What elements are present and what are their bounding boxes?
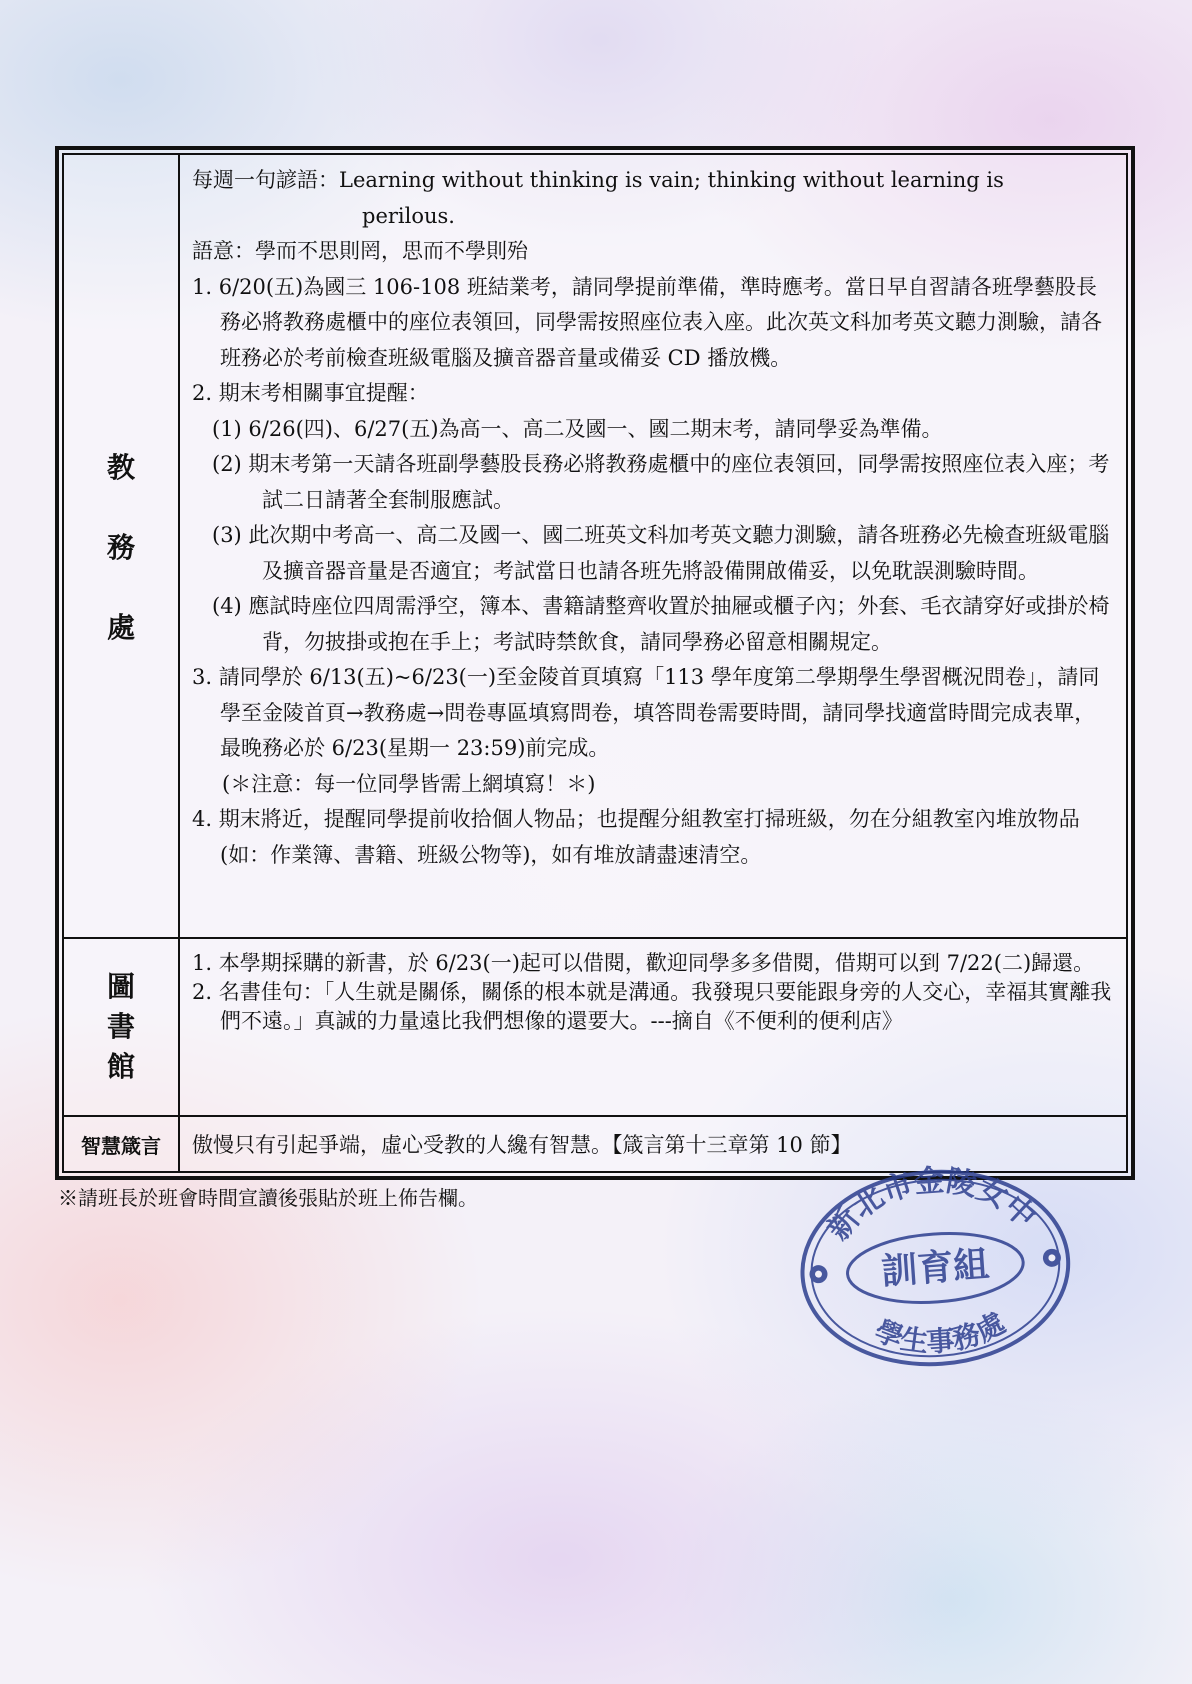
label-char: 圖 [106,970,135,1003]
footer-note: ※請班長於班會時間宣讀後張貼於班上佈告欄。 [58,1186,478,1210]
academic-item-2: 2. 期末考相關事宜提醒： [192,381,429,405]
label-char: 務 [106,531,135,564]
label-char: 館 [106,1050,135,1083]
academic-content [180,155,1126,939]
proverb-content: 傲慢只有引起爭端，虛心受教的人纔有智慧。【箴言第十三章第 10 節】 [192,1133,852,1157]
library-item-1: 1. 本學期採購的新書，於 6/23(一)起可以借閱，歡迎同學多多借閱，借期可以到 7/22(二)歸還。 [192,951,1095,975]
weekly-motto: 每週一句諺語：Learning without thinking is vain; thinking without learning is [192,168,1004,192]
stamp-center-text: 訓育組 [880,1243,991,1293]
academic-item-1: 1. 6/20(五)為國三 106-108 班結業考，請同學提前準備，準時應考。當日早自習請各班學藝股長務必將教務處櫃中的座位表領回，同學需按照座位表入座。此次英文科加考英文聽力測驗，請各班務必於考前檢查班級電腦及擴音器音量或備妥 CD 播放機。 [192,274,1102,370]
weekly-motto-cont: perilous. [362,203,455,228]
academic-label-cell [64,155,180,939]
academic-sub-3: (3) 此次期中考高一、高二及國一、國二班英文科加考英文聽力測驗，請各班務必先檢查班級電腦及擴音器音量是否適宜；考試當日也請各班先將設備開啟備妥，以免耽誤測驗時間。 [212,523,1110,583]
library-label-cell [64,939,180,1117]
bulletin-grid [62,153,1128,1173]
library-label [107,967,135,1087]
seal-stamp [790,1158,1080,1368]
motto-meaning: 語意：學而不思則罔，思而不學則殆 [192,239,528,263]
label-char: 書 [106,1010,135,1043]
academic-sub-4: (4) 應試時座位四周需淨空，簿本、書籍請整齊收置於抽屜或櫃子內；外套、毛衣請穿好或掛於椅背，勿披掛或抱在手上；考試時禁飲食，請同學務必留意相關規定。 [212,594,1110,654]
stamp-bottom-text: 學生事務處 [870,1306,1011,1359]
academic-sub-2: (2) 期末考第一天請各班副學藝股長務必將教務處櫃中的座位表領回，同學需按照座位表入座；考試二日請著全套制服應試。 [212,452,1110,512]
label-char: 處 [106,611,135,644]
stamp-top-text: 新北市金陵女中 [821,1163,1043,1247]
bulletin-table [55,146,1135,1180]
academic-item-4: 4. 期末將近，提醒同學提前收拾個人物品；也提醒分組教室打掃班級，勿在分組教室內堆放物品(如：作業簿、書籍、班級公物等)，如有堆放請盡速清空。 [192,807,1080,867]
academic-item-3: 3. 請同學於 6/13(五)~6/23(一)至金陵首頁填寫「113 學年度第二學期學生學習概況問卷」，請同學至金陵首頁→教務處→問卷專區填寫問卷，填答問卷需要時間，請同學找適當時間完成表單，最晚務必於 6/23(星期一 23:59)前完成。 [192,665,1100,760]
library-content [180,939,1126,1117]
proverb-label: 智慧箴言 [64,1117,180,1171]
academic-sub-1: (1) 6/26(四)、6/27(五)為高一、高二及國一、國二期末考，請同學妥為準備。 [212,416,943,441]
library-item-2: 2. 名書佳句：「人生就是關係，關係的根本就是溝通。我發現只要能跟身旁的人交心，幸福其實離我們不遠。」真誠的力量遠比我們想像的還要大。---摘自《不便利的便利店》 [192,980,1112,1033]
label-char: 教 [106,451,135,484]
academic-item-3-note: (＊注意：每一位同學皆需上網填寫！＊) [222,771,596,796]
academic-label [107,426,135,666]
